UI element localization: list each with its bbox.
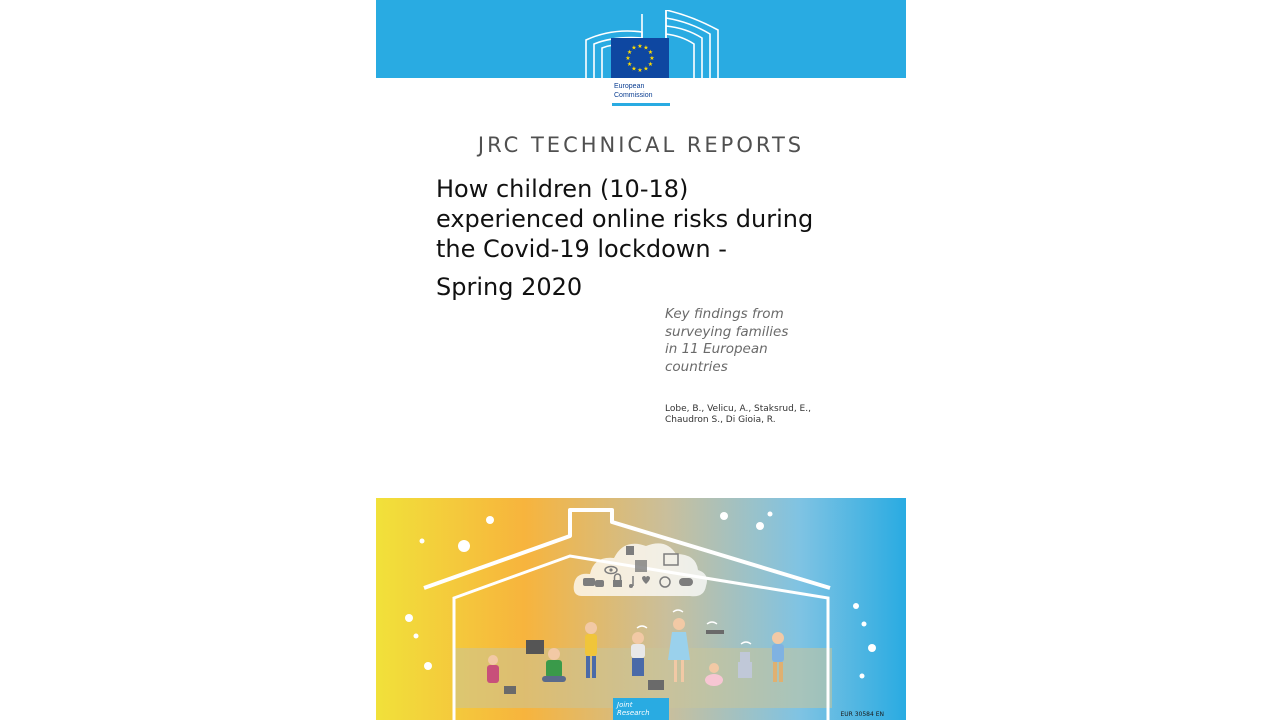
- logo-underline: [612, 103, 670, 106]
- robot-figure: [738, 652, 752, 678]
- title-line-2: experienced online risks during: [436, 205, 814, 233]
- eu-star-icon: ★: [643, 44, 649, 52]
- house-illustration: [376, 498, 906, 720]
- report-title: [436, 174, 876, 302]
- gamepad-icon: [679, 578, 693, 586]
- child-figure: [487, 655, 499, 683]
- title-line-3: the Covid-19 lockdown -: [436, 235, 727, 263]
- eu-star-icon: ★: [643, 65, 649, 73]
- wifi-icons: [637, 610, 751, 644]
- sun-icon: [720, 512, 728, 520]
- authors-line-1: Lobe, B., Velicu, A., Staksrud, E.,: [665, 404, 811, 414]
- eu-star-icon: ★: [626, 49, 633, 56]
- report-subtitle: [665, 306, 865, 376]
- sun-icon: [860, 674, 865, 679]
- sun-icon: [424, 662, 432, 670]
- eu-flag-icon: [611, 38, 669, 78]
- child-figure: [631, 632, 645, 676]
- sun-icon: [862, 622, 867, 627]
- logo-line-2: Commission: [614, 92, 653, 99]
- wifi-icon: [741, 642, 751, 644]
- subtitle-line-4: countries: [665, 358, 728, 375]
- authors-line-2: Chaudron S., Di Gioia, R.: [665, 415, 776, 425]
- eu-star-icon: ★: [647, 61, 654, 68]
- report-cover: [376, 0, 906, 720]
- sun-icon: [486, 516, 494, 524]
- european-commission-wordmark: [614, 82, 684, 100]
- title-line-1: How children (10-18): [436, 175, 689, 203]
- eu-star-icon: ★: [649, 55, 655, 62]
- laptop-icon: [648, 680, 664, 690]
- eu-star-icon: ★: [625, 55, 631, 62]
- jrc-badge-line-1: Joint: [617, 701, 633, 709]
- sun-icon: [853, 603, 859, 609]
- wifi-icon: [673, 610, 683, 612]
- authors: [665, 404, 895, 426]
- sun-icon: [420, 539, 425, 544]
- sun-icon: [414, 634, 419, 639]
- title-line-4: Spring 2020: [436, 273, 583, 301]
- wifi-icon: [707, 622, 717, 624]
- eu-star-icon: ★: [647, 49, 654, 56]
- eu-star-icon: ★: [631, 65, 637, 73]
- eu-star-icon: ★: [637, 43, 643, 50]
- sun-icon: [756, 522, 764, 530]
- eu-star-icon: ★: [631, 44, 637, 52]
- eu-star-icon: ★: [626, 61, 633, 68]
- icon-cloud: [574, 543, 707, 596]
- sun-icon: [868, 644, 876, 652]
- jrc-badge-line-2: Research: [617, 709, 650, 717]
- drone-icon: [706, 630, 724, 634]
- cover-illustration: [376, 498, 906, 720]
- box-icon: [635, 560, 647, 572]
- sun-icon: [458, 540, 470, 552]
- series-title: JRC TECHNICAL REPORTS: [477, 133, 805, 157]
- sun-icon: [405, 614, 413, 622]
- eu-star-icon: ★: [637, 67, 643, 74]
- monitor-icon: [526, 640, 544, 654]
- tablet-icon: [504, 686, 516, 694]
- jrc-badge: [613, 698, 669, 720]
- thumbs-up-icon: [626, 546, 634, 555]
- subtitle-line-2: surveying families: [665, 323, 789, 340]
- subtitle-line-1: Key findings from: [665, 306, 784, 322]
- report-number: EUR 30584 EN: [840, 711, 884, 718]
- sun-icon: [768, 512, 773, 517]
- wifi-icon: [637, 626, 647, 628]
- subtitle-line-3: in 11 European: [665, 341, 768, 357]
- logo-line-1: European: [614, 83, 645, 90]
